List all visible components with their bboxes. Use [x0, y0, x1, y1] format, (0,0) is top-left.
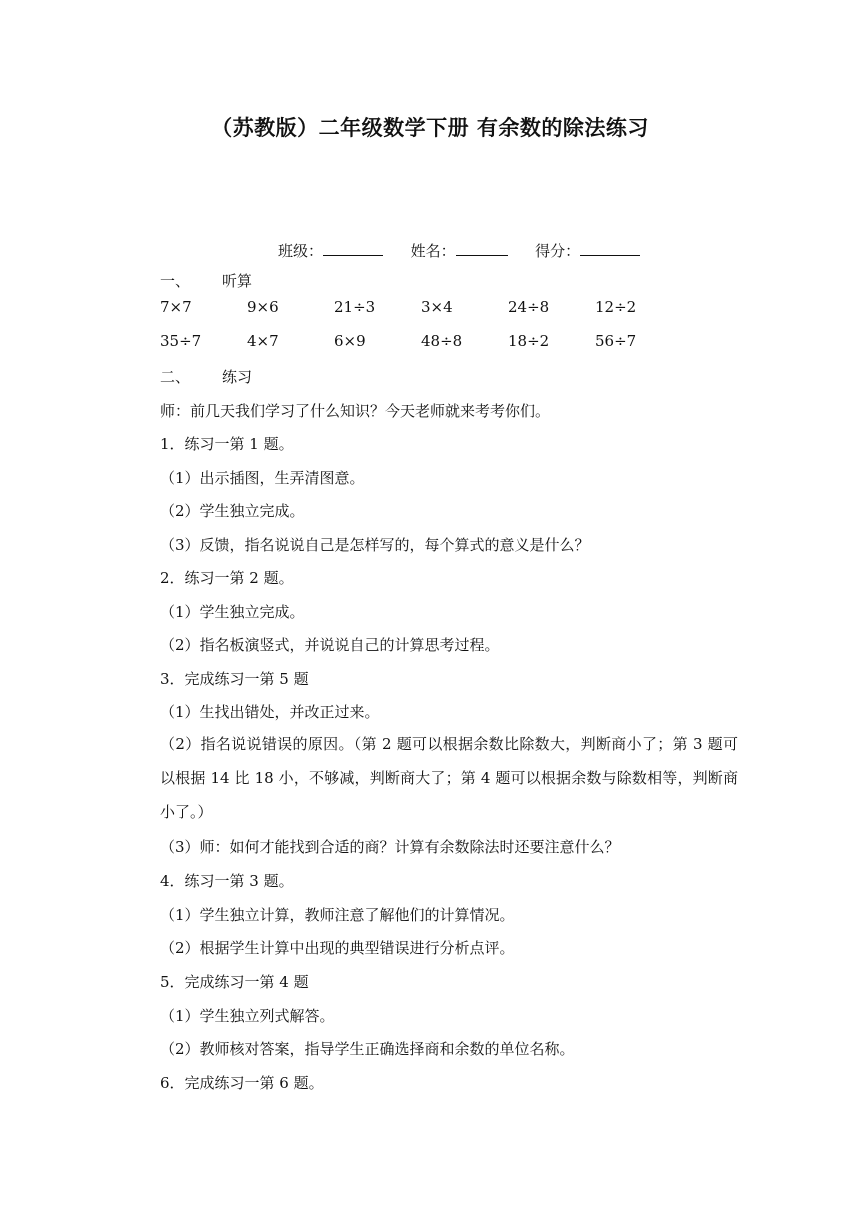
oral-item: 48÷8 [421, 332, 463, 350]
oral-item: 35÷7 [160, 332, 202, 350]
score-blank [580, 241, 640, 256]
oral-item: 6×9 [334, 332, 366, 350]
text-line: （3）反馈，指名说说自己是怎样写的，每个算式的意义是什么？ [160, 536, 590, 554]
text-line: （2）根据学生计算中出现的典型错误进行分析点评。 [160, 939, 515, 957]
text-line: 2．练习一第 2 题。 [160, 569, 294, 587]
oral-item: 18÷2 [508, 332, 550, 350]
oral-item: 56÷7 [595, 332, 637, 350]
section-heading-2 [160, 366, 252, 387]
text-line: 5．完成练习一第 4 题 [160, 973, 309, 991]
student-info-line [278, 240, 640, 261]
text-line: （1）学生独立计算，教师注意了解他们的计算情况。 [160, 906, 515, 924]
score-label: 得分： [535, 242, 581, 260]
text-line: （1）出示插图，生弄清图意。 [160, 469, 365, 487]
text-line: （1）学生独立完成。 [160, 603, 305, 621]
text-line: （1）学生独立列式解答。 [160, 1007, 335, 1025]
text-line: （3）师：如何才能找到合适的商？计算有余数除法时还要注意什么？ [160, 838, 620, 856]
oral-item: 7×7 [160, 298, 192, 316]
text-line: （2）教师核对答案，指导学生正确选择商和余数的单位名称。 [160, 1040, 575, 1058]
oral-item: 4×7 [247, 332, 279, 350]
section-number: 二、 [160, 368, 191, 386]
text-line: （2）指名板演竖式，并说说自己的计算思考过程。 [160, 636, 500, 654]
text-line: 4．练习一第 3 题。 [160, 872, 294, 890]
section-label: 听算 [222, 272, 253, 290]
class-label: 班级： [278, 242, 324, 260]
text-line: 师：前几天我们学习了什么知识？今天老师就来考考你们。 [160, 402, 551, 420]
text-line: 6．完成练习一第 6 题。 [160, 1074, 324, 1092]
document-title: （苏教版）二年级数学下册 有余数的除法练习 [211, 116, 649, 140]
section-label: 练习 [222, 368, 253, 386]
text-line: 3．完成练习一第 5 题 [160, 670, 309, 688]
name-blank [456, 241, 508, 256]
oral-item: 3×4 [421, 298, 453, 316]
text-line: （1）生找出错处，并改正过来。 [160, 703, 380, 721]
oral-row-1 [160, 298, 682, 316]
oral-item: 24÷8 [508, 298, 550, 316]
section-number: 一、 [160, 272, 191, 290]
name-label: 姓名： [410, 242, 456, 260]
text-line: （2）学生独立完成。 [160, 502, 305, 520]
class-blank [323, 241, 383, 256]
paragraph: （2）指名说说错误的原因。（第 2 题可以根据余数比除数大，判断商小了；第 3 题可以根据 14 比 18 小，不够减，判断商大了；第 4 题可以根据余数与除数相等，判断商小了。） [160, 735, 738, 821]
text-line: 1．练习一第 1 题。 [160, 435, 294, 453]
oral-item: 21÷3 [334, 298, 376, 316]
oral-item: 12÷2 [595, 298, 637, 316]
oral-row-2 [160, 332, 682, 350]
oral-item: 9×6 [247, 298, 279, 316]
section-heading-1 [160, 270, 252, 291]
